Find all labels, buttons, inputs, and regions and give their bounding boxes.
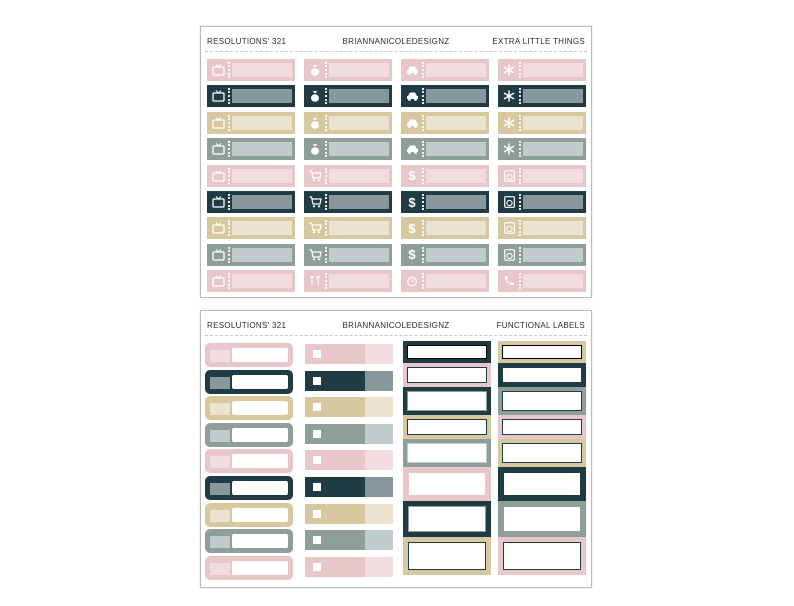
perforation-line: [325, 220, 327, 236]
money-bag-icon: [306, 114, 324, 132]
sticker-write-area: [523, 221, 583, 235]
washer-icon: [500, 219, 518, 237]
icon-sticker: [498, 85, 586, 107]
framed-write-area: [502, 367, 582, 383]
tab-color-block: [210, 403, 230, 415]
tab-color-block: [210, 536, 230, 548]
rounded-label-tab: [205, 370, 293, 394]
icon-sticker: [498, 217, 586, 239]
framed-write-area: [502, 391, 582, 411]
sticker-write-area: [523, 248, 583, 262]
icon-sticker: [207, 112, 295, 134]
sticker-write-area: [426, 116, 486, 130]
sticker-sheet-functional-labels: [200, 310, 592, 588]
sticker-write-area: [329, 142, 389, 156]
perforation-line: [325, 273, 327, 289]
icon-sticker: [304, 244, 392, 266]
tab-write-area: [232, 401, 288, 415]
framed-write-area: [502, 345, 582, 359]
perforation-line: [519, 273, 521, 289]
perforation-line: [325, 62, 327, 78]
icon-sticker: [498, 112, 586, 134]
strip-main: [305, 530, 365, 550]
sheet-left-label: RESOLUTIONS' 321: [207, 321, 287, 330]
framed-label-box: [498, 387, 586, 415]
tv-icon: [209, 140, 227, 158]
icon-sticker: [498, 59, 586, 81]
framed-write-area: [407, 419, 487, 435]
icon-sticker: [401, 244, 489, 266]
sticker-row: [207, 85, 591, 107]
perforation-line: [228, 88, 230, 104]
rounded-label-tab: [205, 476, 293, 500]
tv-icon: [209, 114, 227, 132]
sticker-write-area: [523, 89, 583, 103]
rounded-label-tab: [205, 556, 293, 580]
sticker-write-area: [232, 63, 292, 77]
sticker-sheet-extra-little-things: [200, 26, 592, 298]
perforation-line: [228, 194, 230, 210]
sticker-write-area: [523, 169, 583, 183]
checkbox-square: [313, 430, 321, 438]
perforation-line: [325, 247, 327, 263]
icon-sticker: [304, 138, 392, 160]
checkbox-strip-label: [305, 477, 393, 497]
sticker-row: [207, 138, 591, 160]
car-icon: [403, 87, 421, 105]
sticker-write-area: [232, 248, 292, 262]
washer-icon: [500, 167, 518, 185]
icon-sticker: [207, 217, 295, 239]
icon-sticker: [498, 138, 586, 160]
sticker-write-area: [232, 89, 292, 103]
sticker-write-area: [329, 116, 389, 130]
framed-write-area: [408, 472, 486, 496]
framed-label-box: [498, 501, 586, 537]
perforation-line: [519, 115, 521, 131]
framed-label-box: [403, 415, 491, 439]
strip-end: [365, 530, 393, 550]
framed-label-box: [403, 467, 491, 501]
framed-label-box: [498, 537, 586, 575]
framed-write-area: [407, 443, 487, 463]
framed-write-area: [503, 506, 581, 532]
shopping-cart-icon: [306, 246, 324, 264]
washer-icon: [500, 193, 518, 211]
checkbox-square: [313, 563, 321, 571]
icon-sticker: [207, 165, 295, 187]
icon-sticker: [401, 165, 489, 187]
icon-sticker: [304, 85, 392, 107]
sheet-title: FUNCTIONAL LABELS: [496, 321, 585, 330]
sticker-write-area: [426, 63, 486, 77]
sticker-write-area: [232, 142, 292, 156]
framed-write-area: [408, 542, 486, 570]
framed-write-area: [407, 391, 487, 411]
icon-sticker: [498, 270, 586, 292]
tv-icon: [209, 219, 227, 237]
money-bag-icon: [306, 87, 324, 105]
icon-sticker: [401, 217, 489, 239]
sheet-left-label: RESOLUTIONS' 321: [207, 37, 287, 46]
tab-color-block: [210, 456, 230, 468]
checkbox-square: [313, 377, 321, 385]
icon-sticker: [207, 270, 295, 292]
tv-icon: [209, 272, 227, 290]
tab-write-area: [232, 561, 288, 575]
framed-label-box: [403, 387, 491, 415]
checkbox-strip-label: [305, 530, 393, 550]
money-bag-icon: [306, 61, 324, 79]
checkbox-square: [313, 403, 321, 411]
sticker-write-area: [329, 89, 389, 103]
sticker-write-area: [523, 142, 583, 156]
shopping-cart-icon: [306, 167, 324, 185]
brand-label: BRIANNANICOLEDESIGNZ: [342, 37, 450, 46]
dollar-icon: $: [403, 246, 421, 264]
tv-icon: [209, 167, 227, 185]
tab-write-area: [232, 375, 288, 389]
tab-write-area: [232, 534, 288, 548]
alarm-clock-icon: [403, 272, 421, 290]
checkbox-square: [313, 536, 321, 544]
sticker-write-area: [232, 116, 292, 130]
perforation-line: [519, 247, 521, 263]
framed-label-box: [403, 341, 491, 363]
sticker-write-area: [232, 195, 292, 209]
icon-sticker: [207, 85, 295, 107]
strip-main: [305, 424, 365, 444]
checkbox-square: [313, 350, 321, 358]
framed-label-box: [498, 467, 586, 501]
snowflake-icon: [500, 114, 518, 132]
sticker-write-area: [329, 63, 389, 77]
framed-write-area: [503, 472, 581, 496]
perforation-line: [422, 141, 424, 157]
perforation-line: [228, 62, 230, 78]
perforation-line: [422, 115, 424, 131]
strip-end: [365, 344, 393, 364]
sheet-title: EXTRA LITTLE THINGS: [492, 37, 585, 46]
header-divider: [205, 51, 587, 52]
icon-sticker: [304, 59, 392, 81]
framed-write-area: [502, 419, 582, 435]
icon-sticker: [304, 165, 392, 187]
dollar-icon: $: [403, 167, 421, 185]
dollar-icon: $: [403, 219, 421, 237]
strip-end: [365, 424, 393, 444]
tab-write-area: [232, 481, 288, 495]
car-icon: [403, 114, 421, 132]
strip-main: [305, 371, 365, 391]
sticker-row: [207, 59, 591, 81]
strip-end: [365, 504, 393, 524]
icon-sticker: [401, 59, 489, 81]
perforation-line: [325, 194, 327, 210]
snowflake-icon: [500, 61, 518, 79]
shopping-cart-icon: [306, 193, 324, 211]
checkbox-strip-label: [305, 397, 393, 417]
strip-end: [365, 371, 393, 391]
checkbox-strip-label: [305, 450, 393, 470]
perforation-line: [519, 141, 521, 157]
icon-sticker: [304, 191, 392, 213]
tab-color-block: [210, 430, 230, 442]
strip-end: [365, 557, 393, 577]
sticker-write-area: [232, 274, 292, 288]
sticker-write-area: [426, 195, 486, 209]
sticker-write-area: [523, 274, 583, 288]
framed-write-area: [503, 542, 581, 570]
icon-sticker: [304, 112, 392, 134]
perforation-line: [422, 88, 424, 104]
perforation-line: [519, 194, 521, 210]
perforation-line: [422, 247, 424, 263]
framed-write-area: [407, 367, 487, 383]
rounded-label-tab: [205, 396, 293, 420]
sticker-write-area: [232, 221, 292, 235]
sticker-write-area: [426, 89, 486, 103]
tab-write-area: [232, 348, 288, 362]
framed-label-box: [403, 501, 491, 537]
sticker-write-area: [232, 169, 292, 183]
strip-main: [305, 344, 365, 364]
strip-main: [305, 450, 365, 470]
perforation-line: [228, 168, 230, 184]
tab-write-area: [232, 508, 288, 522]
icon-sticker: [498, 191, 586, 213]
money-bag-icon: [306, 140, 324, 158]
brand-label: BRIANNANICOLEDESIGNZ: [342, 321, 450, 330]
perforation-line: [519, 62, 521, 78]
checkbox-square: [313, 510, 321, 518]
rounded-label-tab: [205, 503, 293, 527]
rounded-label-tab: [205, 343, 293, 367]
icon-sticker: [304, 217, 392, 239]
tv-icon: [209, 61, 227, 79]
framed-label-box: [403, 537, 491, 575]
sticker-write-area: [426, 169, 486, 183]
icon-sticker: [401, 138, 489, 160]
strip-end: [365, 450, 393, 470]
sticker-row: [207, 244, 591, 266]
icon-sticker: [498, 165, 586, 187]
tab-color-block: [210, 377, 230, 389]
checkbox-strip-label: [305, 371, 393, 391]
sticker-row: [207, 165, 591, 187]
rounded-label-tab: [205, 423, 293, 447]
tab-write-area: [232, 454, 288, 468]
checkbox-square: [313, 483, 321, 491]
icon-sticker: [207, 191, 295, 213]
icon-sticker: [304, 270, 392, 292]
framed-label-box: [498, 363, 586, 387]
framed-label-box: [403, 439, 491, 467]
sticker-row: [207, 112, 591, 134]
icon-sticker: [401, 85, 489, 107]
perforation-line: [228, 115, 230, 131]
checkbox-square: [313, 456, 321, 464]
tv-icon: [209, 87, 227, 105]
checkbox-strip-label: [305, 504, 393, 524]
checkbox-strip-label: [305, 424, 393, 444]
strip-main: [305, 557, 365, 577]
car-icon: [403, 61, 421, 79]
sticker-row: [207, 217, 591, 239]
perforation-line: [422, 273, 424, 289]
framed-write-area: [502, 443, 582, 463]
strip-main: [305, 397, 365, 417]
sticker-write-area: [426, 142, 486, 156]
perforation-line: [325, 115, 327, 131]
sticker-write-area: [329, 169, 389, 183]
perforation-line: [325, 168, 327, 184]
framed-write-area: [407, 345, 487, 359]
sticker-write-area: [426, 274, 486, 288]
tab-color-block: [210, 510, 230, 522]
tv-icon: [209, 246, 227, 264]
perforation-line: [228, 220, 230, 236]
framed-label-box: [498, 415, 586, 439]
perforation-line: [228, 141, 230, 157]
strip-main: [305, 504, 365, 524]
phone-icon: [500, 272, 518, 290]
perforation-line: [519, 88, 521, 104]
framed-label-box: [498, 439, 586, 467]
rounded-label-tab: [205, 449, 293, 473]
snowflake-icon: [500, 140, 518, 158]
checkbox-strip-label: [305, 344, 393, 364]
strip-end: [365, 477, 393, 497]
sticker-row: [207, 270, 591, 292]
tv-icon: [209, 193, 227, 211]
sticker-row: [207, 191, 591, 213]
perforation-line: [519, 220, 521, 236]
framed-label-box: [403, 363, 491, 387]
perforation-line: [228, 273, 230, 289]
perforation-line: [422, 62, 424, 78]
icon-sticker: [401, 270, 489, 292]
icon-sticker: [498, 244, 586, 266]
tab-color-block: [210, 563, 230, 575]
strip-end: [365, 397, 393, 417]
sticker-write-area: [523, 63, 583, 77]
sticker-write-area: [426, 248, 486, 262]
tab-write-area: [232, 428, 288, 442]
perforation-line: [422, 194, 424, 210]
perforation-line: [519, 168, 521, 184]
perforation-line: [228, 247, 230, 263]
sticker-write-area: [523, 116, 583, 130]
rounded-label-tab: [205, 529, 293, 553]
sticker-write-area: [426, 221, 486, 235]
icon-sticker: [207, 138, 295, 160]
label-grid: [201, 311, 593, 589]
shopping-cart-icon: [306, 219, 324, 237]
sticker-write-area: [329, 221, 389, 235]
checkbox-strip-label: [305, 557, 393, 577]
sticker-write-area: [329, 195, 389, 209]
icon-sticker: [207, 59, 295, 81]
sticker-write-area: [523, 195, 583, 209]
icon-sticker: [401, 112, 489, 134]
washer-icon: [500, 246, 518, 264]
car-icon: [403, 140, 421, 158]
framed-label-box: [498, 341, 586, 363]
icon-sticker: [207, 244, 295, 266]
snowflake-icon: [500, 87, 518, 105]
perforation-line: [325, 88, 327, 104]
framed-write-area: [408, 506, 486, 532]
tab-color-block: [210, 350, 230, 362]
perforation-line: [422, 220, 424, 236]
perforation-line: [325, 141, 327, 157]
strip-main: [305, 477, 365, 497]
sticker-write-area: [329, 274, 389, 288]
tab-color-block: [210, 483, 230, 495]
perforation-line: [422, 168, 424, 184]
dollar-icon: $: [403, 193, 421, 211]
icon-sticker: [401, 191, 489, 213]
sticker-write-area: [329, 248, 389, 262]
wine-glass-icon: [306, 272, 324, 290]
